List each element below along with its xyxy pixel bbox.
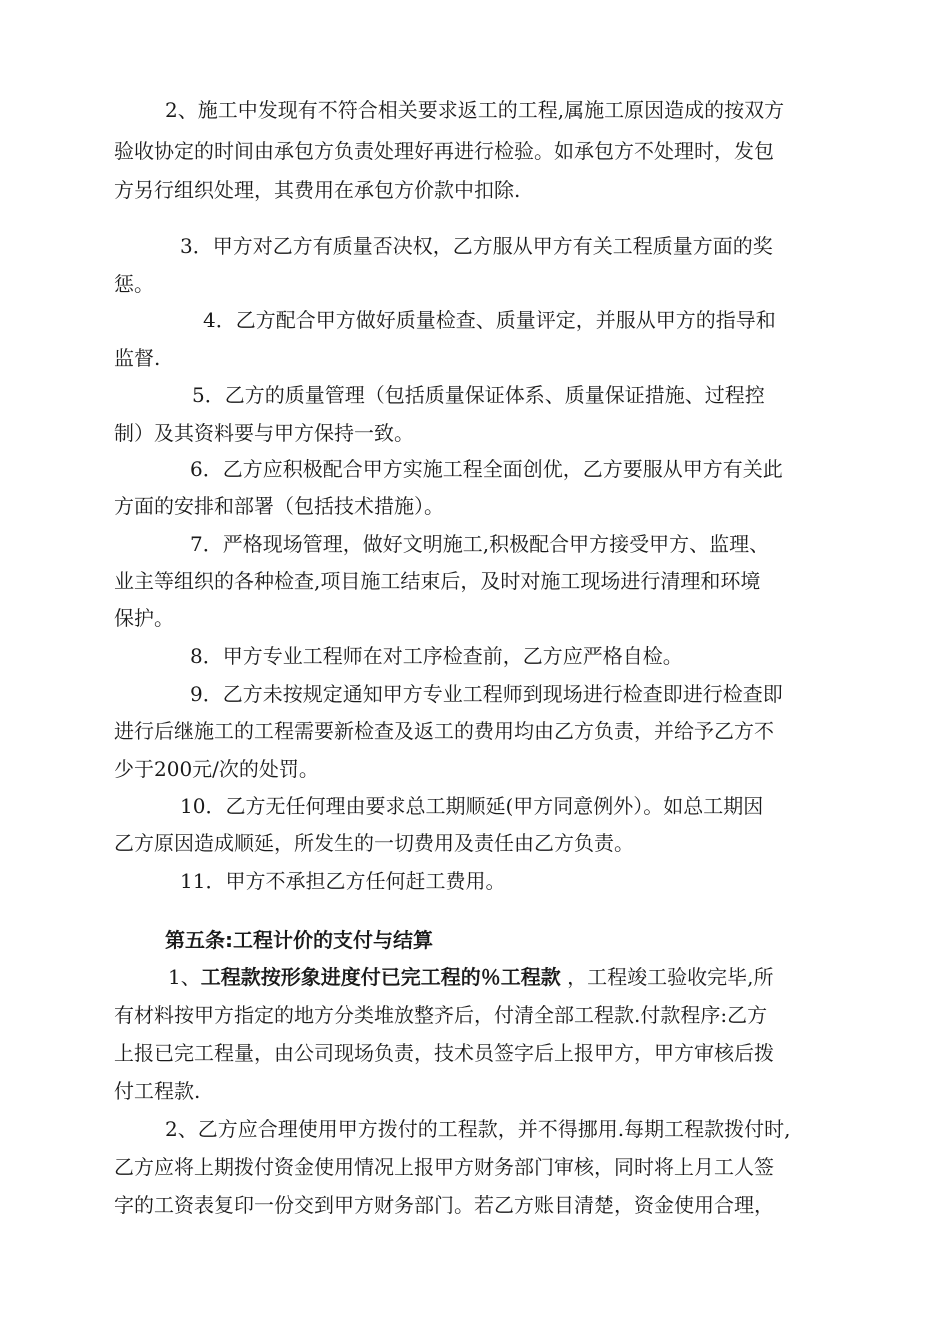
text-line: 惩。 <box>114 272 154 296</box>
text-line: 保护。 <box>114 606 174 630</box>
text-line: 进行后继施工的工程需要新检查及返工的费用均由乙方负责，并给予乙方不 <box>114 719 774 743</box>
bold-phrase: 工程款按形象进度付已完工程的％工程款 <box>200 965 561 989</box>
text-line: 2、施工中发现有不符合相关要求返工的工程,属施工原因造成的按双方 <box>165 98 785 122</box>
section-heading: 第五条:工程计价的支付与结算 <box>165 928 433 952</box>
text-line: 付工程款. <box>114 1079 201 1103</box>
text-line: 验收协定的时间由承包方负责处理好再进行检验。如承包方不处理时，发包 <box>114 139 774 163</box>
text-line: 5．乙方的质量管理（包括质量保证体系、质量保证措施、过程控 <box>192 383 765 407</box>
text-line: 业主等组织的各种检查,项目施工结束后，及时对施工现场进行清理和环境 <box>114 569 761 593</box>
text-line: 上报已完工程量，由公司现场负责，技术员签字后上报甲方，甲方审核后拨 <box>114 1041 774 1065</box>
text-line: 方面的安排和部署（包括技术措施）。 <box>114 494 444 518</box>
text-line: 字的工资表复印一份交到甲方财务部门。若乙方账目清楚，资金使用合理， <box>114 1193 774 1217</box>
lead-rest: ，工程竣工验收完毕,所 <box>560 965 774 989</box>
text-line: 乙方原因造成顺延，所发生的一切费用及责任由乙方负责。 <box>114 831 634 855</box>
text-line: 乙方应将上期拨付资金使用情况上报甲方财务部门审核，同时将上月工人签 <box>114 1155 774 1179</box>
text-line: 2、乙方应合理使用甲方拨付的工程款，并不得挪用.每期工程款拨付时, <box>165 1117 791 1141</box>
text-line: 7．严格现场管理，做好文明施工,积极配合甲方接受甲方、监理、 <box>190 532 770 556</box>
text-line: 11．甲方不承担乙方任何赶工费用。 <box>180 869 506 893</box>
text-line: 监督. <box>114 346 161 370</box>
text-line: 制）及其资料要与甲方保持一致。 <box>114 421 414 445</box>
text-line: 少于200元/次的处罚。 <box>114 757 319 781</box>
text-line: 9．乙方未按规定通知甲方专业工程师到现场进行检查即进行检查即 <box>190 682 783 706</box>
text-line: 4．乙方配合甲方做好质量检查、质量评定，并服从甲方的指导和 <box>203 308 776 332</box>
text-line: 6．乙方应积极配合甲方实施工程全面创优，乙方要服从甲方有关此 <box>190 457 783 481</box>
lead-number: 1、 <box>168 965 201 989</box>
text-line: 3．甲方对乙方有质量否决权，乙方服从甲方有关工程质量方面的奖 <box>180 234 773 258</box>
text-line <box>168 963 773 991</box>
text-line: 8．甲方专业工程师在对工序检查前，乙方应严格自检。 <box>190 644 683 668</box>
text-line: 方另行组织处理，其费用在承包方价款中扣除. <box>114 178 521 202</box>
text-line: 10．乙方无任何理由要求总工期顺延(甲方同意例外）。如总工期因 <box>180 794 764 818</box>
text-line: 有材料按甲方指定的地方分类堆放整齐后，付清全部工程款.付款程序:乙方 <box>114 1003 768 1027</box>
